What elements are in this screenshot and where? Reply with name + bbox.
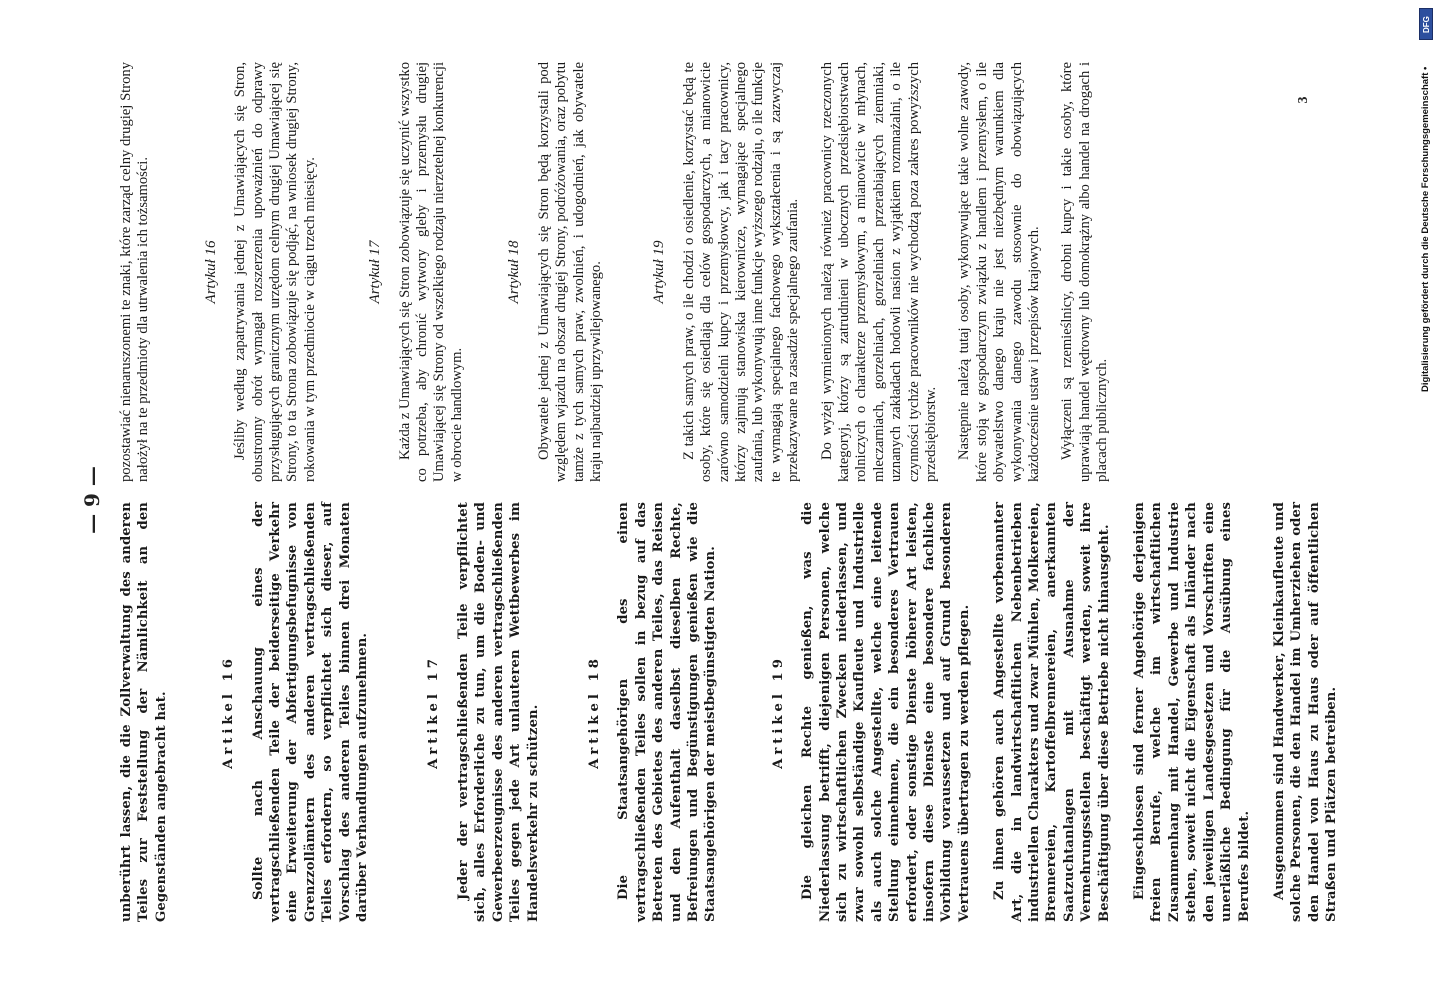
german-article-17-text: Jeder der vertragschließenden Teile verpflichtet sich, alles Erforderliche zu tun, um die Boden- und Gewerbeerzeugnisse des anderen vertragschließenden Teiles gegen jede Art unlauteren Wettbewerbes im Handelsverkehr zu schützen. — [455, 502, 541, 922]
german-column — [118, 502, 1341, 922]
german-article-19-paragraph-3: Eingeschlossen sind ferner Angehörige derjenigen freien Berufe, welche im wirtschaftlichen Zusammenhang mit Handel, Gewerbe und Industrie stehen, soweit nicht die Eigenschaft als Inländer nach den jeweiligen Landesgesetzen und Vorschriften eine unerläßliche Bedingung für die Ausübung eines Berufes bildet. — [1132, 502, 1252, 922]
german-article-16-text: Sollte nach Anschauung eines der vertragschließenden Teile der beiderseitige Verkehr eine Erweiterung der Abfertigungsbefugnisse von Grenzzollämtern des anderen vertragschließenden Teiles erfordern, so verpflichtet sich dieser, auf Vorschlag des anderen Teiles binnen drei Monaten darüber Verhandlungen aufzunehmen. — [250, 502, 371, 922]
german-article-19-heading: Artikel 19 — [770, 655, 786, 769]
german-article-19-paragraph-4: Ausgenommen sind Handwerker, Kleinkaufleute und solche Personen, die den Handel im Umherziehen oder den Handel von Haus zu Haus oder auf öffentlichen Straßen und Plätzen betreiben. — [1271, 502, 1340, 922]
german-intro: unberührt lassen, die die Zollverwaltung des anderen Teiles zur Feststellung der Nämlichkeit an den Gegenständen angebracht hat. — [119, 502, 169, 922]
polish-article-18-heading: Artykuł 18 — [506, 240, 523, 304]
polish-intro: pozostawiać nienaruszonemi te znaki, które zarząd celny drugiej Strony nałożył na te przedmioty dla utrwalenia ich tożsamości. — [118, 62, 152, 482]
polish-article-17-text: Każda z Umawiających się Stron zobowiązuje się uczynić wszystko co potrzeba, aby chronić wytwory gleby i przemysłu drugiej Umawiającej się Strony od wszelkiego rodzaju nierzetelnej konkurencji w obrocie handlowym. — [396, 62, 465, 482]
polish-article-18-text: Obywatele jednej z Umawiających się Stron będą korzystali pod względem wjazdu na obszar drugiej Strony, podróżowania, oraz pobytu tamże z tych samych praw, zwolnień, i udogodnień, jak obywatele kraju najbardziej uprzywilejowanego. — [535, 62, 604, 482]
german-article-18-text: Die Staatsangehörigen des einen vertragschließenden Teiles sollen in bezug auf das Betreten des Gebietes des anderen Teiles, das Reisen und den Aufenthalt daselbst dieselben Rechte, Befreiungen und Begünstigungen genießen wie die Staatsangehörigen der meistbegünstigten Nation. — [616, 502, 719, 922]
polish-article-19-paragraph-4: Wyłączeni są rzemieślnicy, drobni kupcy i takie osoby, które uprawiają handel wędrowny lub domokrążny albo handel na drogach i placach publicznych. — [1059, 62, 1111, 482]
polish-column — [118, 62, 1112, 482]
polish-article-17-heading: Artykuł 17 — [367, 240, 384, 304]
german-article-19-paragraph-1: Die gleichen Rechte genießen, was die Niederlassung betrifft, diejenigen Personen, welche sich zu wirtschaftlichen Zwecken niederlassen, und zwar sowohl selbständige Kaufleute und Industrielle als auch solche Angestellte, welche eine leitende Stellung einnehmen, die ein besonderes Vertrauen erfordert, oder sonstige Dienste höherer Art leisten, insofern diese Dienste eine besondere fachliche Vorbildung voraussetzen und auf Grund besonderen Vertrauens übertragen zu werden pflegen. — [800, 502, 972, 922]
german-article-17-heading: Artikel 17 — [426, 655, 442, 769]
polish-article-19-paragraph-2: Do wyżej wymienionych należą również pracownicy rzeczonych kategoryj, którzy są zatrudnieni w ubocznych przedsiębiorstwach rolniczych o charakterze przemysłowym, a mianowicie w młynach, mleczarniach, gorzelniach, gorzelniach przerabiających ziemniaki, uznanych zakładach hodowli nasion z wyjątkiem rozmnażalni, o ile czynności tychże pracowników nie wychodzą poza zakres powyższych przedsiębiorstw. — [818, 62, 939, 482]
dfg-logo — [1419, 8, 1433, 40]
polish-article-16-text: Jeśliby według zapatrywania jednej z Umawiających się Stron, obustronny obrót wymagał rozszerzenia upoważnień do odprawy przysługujących granicznym urzędom celnym drugiej Umawiającej się Strony, to ta Strona zobowiązuje się podjąć, na wniosek drugiej Strony, rokowania w tym przedmiocie w ciągu trzech miesięcy. — [232, 62, 318, 482]
polish-article-19-heading: Artykuł 19 — [651, 240, 668, 304]
polish-article-19-paragraph-1: Z takich samych praw, o ile chodzi o osiedlenie, korzystać będą te osoby, które się osiedlają dla celów gospodarczych, a mianowicie zarówno samodzielni kupcy i przemysłowcy, jak i tacy pracownicy, którzy zajmują stanowiska kierownicze, wymagające specjalnego zaufania, lub wykonywują inne funkcje wyższego rodzaju, o ile funkcje te wymagają specjalnego fachowego wykształcenia i są zazwyczaj przekazywane na zasadzie specjalnego zaufania. — [680, 62, 802, 482]
polish-article-16-heading: Artykuł 16 — [202, 240, 219, 304]
polish-article-19-paragraph-3: Następnie należą tutaj osoby, wykonywujące takie wolne zawody, które stoją w gospodarczym związku z handlem i przemysłem, o ile obywatelstwo danego kraju nie jest niezbędnym warunkiem dla wykonywania danego zawodu stosownie do obowiązujących każdocześnie ustaw i przepisów krajowych. — [956, 62, 1043, 482]
sheet-number: 3 — [1296, 96, 1311, 104]
page-number: — 9 — — [80, 466, 104, 534]
german-article-18-heading: Artikel 18 — [586, 655, 602, 769]
digitization-credit: Digitalisierung gefördert durch die Deutsche Forschungsgemeinschaft • — [1420, 66, 1431, 392]
dfg-logo-text: DFG — [1422, 16, 1431, 33]
german-article-16-heading: Artikel 16 — [221, 655, 237, 769]
german-article-19-paragraph-2: Zu ihnen gehören auch Angestellte vorbenannter Art, die in landwirtschaftlichen Nebenbetrieben industriellen Charakters und zwar Mühlen, Molkereien, Brennereien, Kartoffelbrennereien, anerkannten Saatzuchtanlagen mit Ausnahme der Vermehrungsstellen beschäftigt werden, soweit ihre Beschäftigung über diese Betriebe nicht hinausgeht. — [992, 502, 1112, 922]
